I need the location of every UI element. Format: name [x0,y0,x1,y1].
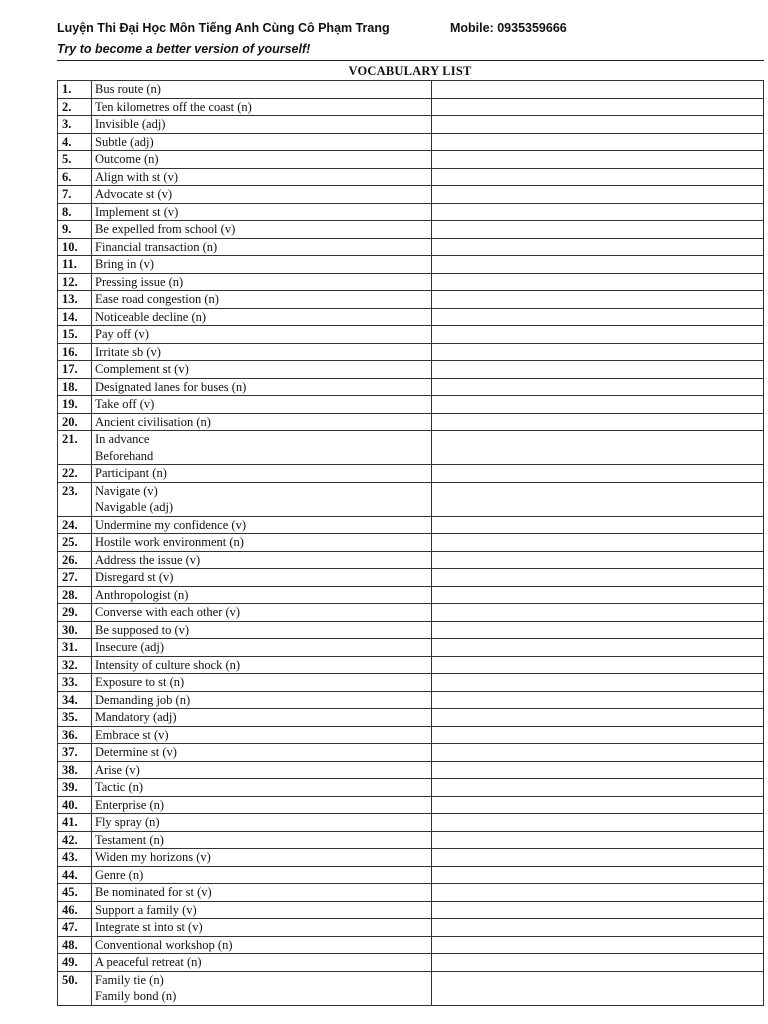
vocab-term: Mandatory (adj) [95,710,177,724]
table-row [58,256,764,274]
table-row [58,901,764,919]
table-row [58,849,764,867]
vocab-term-cell [92,133,432,151]
vocab-term-cell [92,256,432,274]
vocab-term-cell [92,203,432,221]
vocab-term-cell [92,674,432,692]
table-row [58,709,764,727]
meaning-blank-cell[interactable] [432,396,764,414]
vocab-term: Determine st (v) [95,745,177,759]
meaning-blank-cell[interactable] [432,186,764,204]
vocab-term-cell [92,396,432,414]
vocab-term-cell [92,744,432,762]
item-number: 32. [58,656,92,674]
vocab-term: Conventional workshop (n) [95,937,233,952]
meaning-blank-cell[interactable] [432,291,764,309]
item-number: 49. [58,954,92,972]
item-number: 31. [58,639,92,657]
vocab-term: Navigate (v) [95,483,158,498]
meaning-blank-cell[interactable] [432,326,764,344]
vocab-term-cell [92,431,432,465]
vocab-term-cell [92,604,432,622]
item-number: 44. [58,866,92,884]
vocab-term: Pay off (v) [95,327,149,341]
table-row [58,431,764,465]
meaning-blank-cell[interactable] [432,779,764,797]
vocab-term: Advocate st (v) [95,187,173,201]
meaning-blank-cell[interactable] [432,98,764,116]
vocab-term: Beforehand [95,448,154,463]
vocab-term: Bring in (v) [95,257,155,271]
table-row [58,604,764,622]
vocab-term: Embrace st (v) [95,727,169,742]
vocab-term: Outcome (n) [95,152,159,166]
vocab-term-cell [92,691,432,709]
meaning-blank-cell[interactable] [432,256,764,274]
vocab-term-cell [92,378,432,396]
meaning-blank-cell[interactable] [432,674,764,692]
item-number: 23. [58,482,92,516]
meaning-blank-cell[interactable] [432,901,764,919]
table-row [58,465,764,483]
vocab-term: Hostile work environment (n) [95,535,244,549]
vocab-term-cell [92,221,432,239]
vocab-term: Intensity of culture shock (n) [95,657,241,672]
vocab-term-cell [92,81,432,99]
vocab-term-cell [92,761,432,779]
table-row [58,726,764,744]
table-row [58,866,764,884]
table-row [58,796,764,814]
vocab-term: Anthropologist (n) [95,587,189,602]
vocab-term-cell [92,656,432,674]
item-number: 12. [58,273,92,291]
table-row [58,308,764,326]
meaning-blank-cell[interactable] [432,551,764,569]
vocab-term: Arise (v) [95,762,140,777]
meaning-blank-cell[interactable] [432,919,764,937]
vocab-term-cell [92,709,432,727]
vocab-term-cell [92,796,432,814]
vocab-term-cell [92,516,432,534]
meaning-blank-cell[interactable] [432,761,764,779]
table-row [58,273,764,291]
table-row [58,569,764,587]
vocab-term: Testament (n) [95,832,164,847]
vocab-term-cell [92,919,432,937]
meaning-blank-cell[interactable] [432,81,764,99]
vocab-term-cell [92,238,432,256]
item-number: 8. [58,203,92,221]
item-number: 25. [58,534,92,552]
vocab-term-cell [92,814,432,832]
vocab-term: Insecure (adj) [95,640,165,654]
teacher-name-header: Luyện Thi Đại Học Môn Tiếng Anh Cùng Cô Phạm Trang [57,21,390,35]
item-number: 10. [58,238,92,256]
vocab-term: A peaceful retreat (n) [95,955,202,969]
vocab-term-cell [92,308,432,326]
table-row [58,413,764,431]
vocab-term-cell [92,954,432,972]
item-number: 22. [58,465,92,483]
item-number: 29. [58,604,92,622]
vocab-term: Integrate st into st (v) [95,920,203,934]
item-number: 43. [58,849,92,867]
meaning-blank-cell[interactable] [432,569,764,587]
meaning-blank-cell[interactable] [432,308,764,326]
meaning-blank-cell[interactable] [432,884,764,902]
table-row [58,691,764,709]
item-number: 11. [58,256,92,274]
vocab-term-cell [92,326,432,344]
table-row [58,919,764,937]
vocab-term: Family bond (n) [95,989,177,1003]
mobile-number: Mobile: 0935359666 [450,21,567,35]
meaning-blank-cell[interactable] [432,814,764,832]
vocab-term-cell [92,465,432,483]
vocab-term-cell [92,884,432,902]
item-number: 1. [58,81,92,99]
item-number: 14. [58,308,92,326]
meaning-blank-cell[interactable] [432,378,764,396]
vocab-term-cell [92,971,432,1005]
meaning-blank-cell[interactable] [432,482,764,516]
table-row [58,482,764,516]
vocab-term-cell [92,273,432,291]
vocab-term: Enterprise (n) [95,797,165,812]
item-number: 21. [58,431,92,465]
vocab-term: Invisible (adj) [95,117,166,131]
table-row [58,971,764,1005]
vocab-term: Noticeable decline (n) [95,309,207,324]
vocab-term-cell [92,639,432,657]
vocab-term: Be expelled from school (v) [95,222,236,236]
meaning-blank-cell[interactable] [432,343,764,361]
vocab-term: Family tie (n) [95,972,164,987]
item-number: 17. [58,361,92,379]
vocab-term: Support a family (v) [95,902,197,917]
item-number: 20. [58,413,92,431]
table-row [58,656,764,674]
item-number: 16. [58,343,92,361]
table-row [58,343,764,361]
table-row [58,378,764,396]
item-number: 35. [58,709,92,727]
vocab-term: Complement st (v) [95,362,189,376]
vocab-term: Implement st (v) [95,204,179,219]
vocab-term-cell [92,116,432,134]
meaning-blank-cell[interactable] [432,744,764,762]
meaning-blank-cell[interactable] [432,954,764,972]
meaning-blank-cell[interactable] [432,971,764,1005]
table-row [58,586,764,604]
item-number: 2. [58,98,92,116]
vocab-term-cell [92,936,432,954]
meaning-blank-cell[interactable] [432,238,764,256]
vocabulary-table-body [58,81,764,1006]
item-number: 9. [58,221,92,239]
header-divider [57,60,764,61]
table-row [58,151,764,169]
vocab-term: Align with st (v) [95,169,178,184]
item-number: 4. [58,133,92,151]
table-row [58,936,764,954]
vocab-term: Take off (v) [95,397,155,411]
table-row [58,168,764,186]
item-number: 7. [58,186,92,204]
vocab-term: Be nominated for st (v) [95,885,212,899]
vocabulary-list-title: VOCABULARY LIST [348,64,472,78]
meaning-blank-cell[interactable] [432,273,764,291]
vocab-term-cell [92,621,432,639]
table-row [58,814,764,832]
vocab-term: Widen my horizons (v) [95,850,211,864]
meaning-blank-cell[interactable] [432,604,764,622]
item-number: 30. [58,621,92,639]
vocab-term-cell [92,482,432,516]
vocab-term: Disregard st (v) [95,570,174,584]
meaning-blank-cell[interactable] [432,866,764,884]
table-row [58,98,764,116]
item-number: 39. [58,779,92,797]
vocab-term-cell [92,831,432,849]
vocab-term: Undermine my confidence (v) [95,517,246,532]
meaning-blank-cell[interactable] [432,849,764,867]
vocabulary-table [57,80,764,1006]
vocab-term-cell [92,726,432,744]
vocab-term-cell [92,361,432,379]
item-number: 5. [58,151,92,169]
table-row [58,133,764,151]
item-number: 50. [58,971,92,1005]
vocab-term-cell [92,901,432,919]
meaning-blank-cell[interactable] [432,168,764,186]
vocab-term: Converse with each other (v) [95,605,241,619]
meaning-blank-cell[interactable] [432,656,764,674]
meaning-blank-cell[interactable] [432,431,764,465]
vocab-term: Ancient civilisation (n) [95,414,211,429]
table-row [58,639,764,657]
item-number: 26. [58,551,92,569]
item-number: 42. [58,831,92,849]
table-row [58,621,764,639]
meaning-blank-cell[interactable] [432,621,764,639]
vocab-term-cell [92,98,432,116]
vocab-term-cell [92,779,432,797]
item-number: 18. [58,378,92,396]
item-number: 37. [58,744,92,762]
vocab-term-cell [92,343,432,361]
vocab-term: Be supposed to (v) [95,622,190,637]
table-row [58,516,764,534]
item-number: 3. [58,116,92,134]
vocab-term: Tactic (n) [95,780,144,794]
meaning-blank-cell[interactable] [432,361,764,379]
meaning-blank-cell[interactable] [432,516,764,534]
vocab-term: Address the issue (v) [95,552,201,567]
meaning-blank-cell[interactable] [432,796,764,814]
table-row [58,674,764,692]
item-number: 38. [58,761,92,779]
vocab-term-cell [92,186,432,204]
table-row [58,203,764,221]
vocab-term: Ten kilometres off the coast (n) [95,99,252,114]
table-row [58,761,764,779]
vocab-term: Bus route (n) [95,82,161,96]
meaning-blank-cell[interactable] [432,413,764,431]
meaning-blank-cell[interactable] [432,831,764,849]
table-row [58,744,764,762]
vocab-term: Navigable (adj) [95,500,174,514]
item-number: 6. [58,168,92,186]
meaning-blank-cell[interactable] [432,726,764,744]
meaning-blank-cell[interactable] [432,691,764,709]
vocab-term-cell [92,586,432,604]
table-row [58,116,764,134]
table-row [58,551,764,569]
vocab-term: Irritate sb (v) [95,344,161,359]
vocab-term: Participant (n) [95,466,167,480]
table-row [58,186,764,204]
vocab-term: Demanding job (n) [95,692,191,707]
meaning-blank-cell[interactable] [432,221,764,239]
item-number: 24. [58,516,92,534]
table-row [58,238,764,256]
item-number: 33. [58,674,92,692]
item-number: 45. [58,884,92,902]
vocab-term-cell [92,413,432,431]
table-row [58,884,764,902]
meaning-blank-cell[interactable] [432,534,764,552]
vocab-term-cell [92,849,432,867]
item-number: 41. [58,814,92,832]
vocab-term-cell [92,551,432,569]
vocab-term: Ease road congestion (n) [95,292,219,306]
meaning-blank-cell[interactable] [432,586,764,604]
vocab-term: Subtle (adj) [95,134,154,149]
item-number: 40. [58,796,92,814]
item-number: 28. [58,586,92,604]
meaning-blank-cell[interactable] [432,639,764,657]
table-row [58,361,764,379]
vocab-term: Genre (n) [95,867,144,882]
meaning-blank-cell[interactable] [432,936,764,954]
meaning-blank-cell[interactable] [432,465,764,483]
vocab-term-cell [92,168,432,186]
meaning-blank-cell[interactable] [432,133,764,151]
vocab-term: Pressing issue (n) [95,274,184,289]
vocab-term-cell [92,569,432,587]
item-number: 15. [58,326,92,344]
item-number: 27. [58,569,92,587]
meaning-blank-cell[interactable] [432,709,764,727]
item-number: 36. [58,726,92,744]
slogan: Try to become a better version of yourself! [57,42,311,56]
table-row [58,534,764,552]
meaning-blank-cell[interactable] [432,203,764,221]
item-number: 34. [58,691,92,709]
meaning-blank-cell[interactable] [432,116,764,134]
table-row [58,396,764,414]
meaning-blank-cell[interactable] [432,151,764,169]
vocab-term: Financial transaction (n) [95,239,218,254]
table-row [58,326,764,344]
table-row [58,779,764,797]
table-row [58,954,764,972]
vocab-term: In advance [95,432,150,446]
item-number: 48. [58,936,92,954]
vocab-term-cell [92,866,432,884]
table-row [58,81,764,99]
vocab-term-cell [92,534,432,552]
vocab-term: Designated lanes for buses (n) [95,379,247,394]
table-row [58,831,764,849]
vocab-term: Exposure to st (n) [95,675,185,689]
item-number: 47. [58,919,92,937]
table-row [58,221,764,239]
vocab-term-cell [92,151,432,169]
vocab-term-cell [92,291,432,309]
item-number: 13. [58,291,92,309]
item-number: 19. [58,396,92,414]
item-number: 46. [58,901,92,919]
vocab-term: Fly spray (n) [95,815,160,829]
table-row [58,291,764,309]
